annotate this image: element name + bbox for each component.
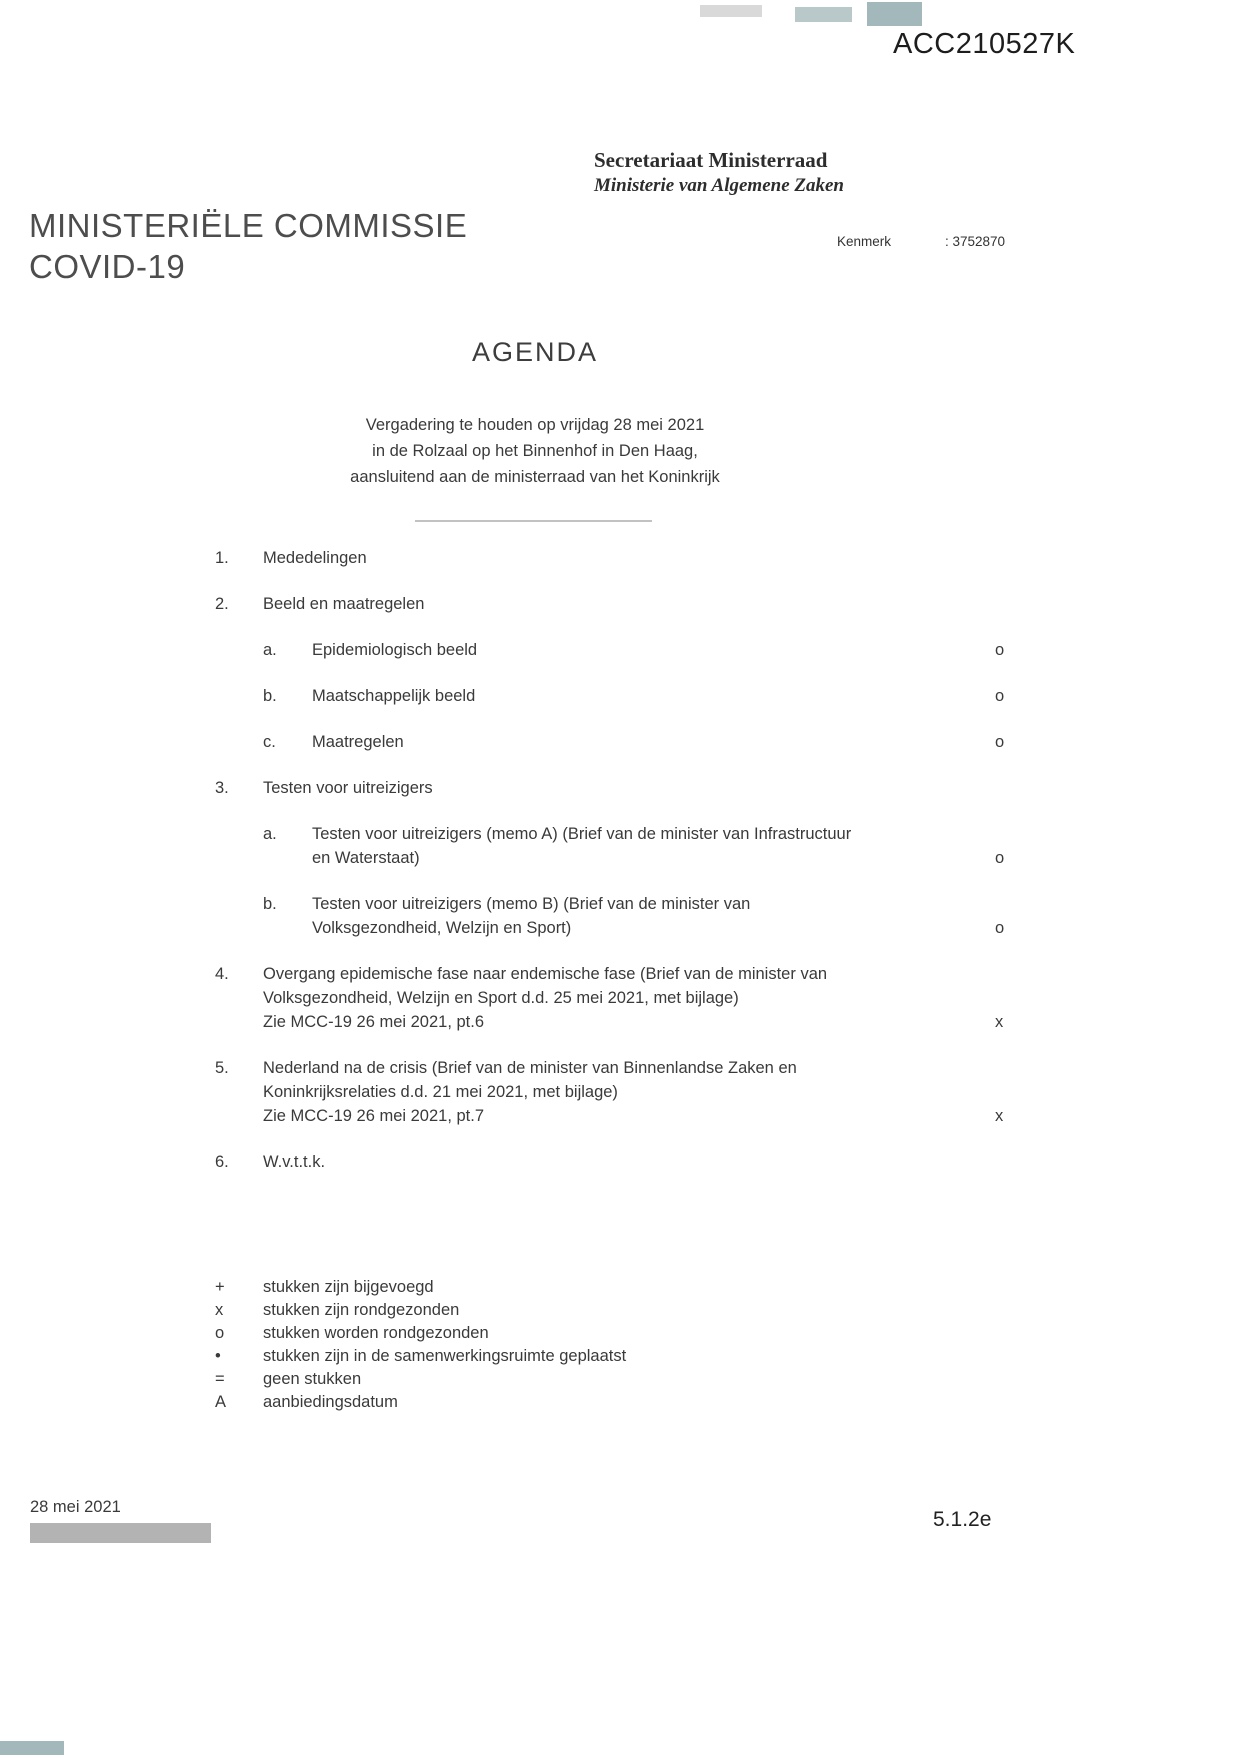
footer-date: 28 mei 2021: [30, 1498, 121, 1516]
agenda-list: [215, 546, 1015, 1196]
legend-text: stukken zijn bijgevoegd: [263, 1278, 434, 1296]
letterhead: [594, 147, 844, 199]
legend-row: [215, 1276, 626, 1299]
item-number: 5.: [215, 1059, 229, 1077]
legend-symbol: •: [215, 1347, 221, 1365]
item-line: Nederland na de crisis (Brief van de minister van Binnenlandse Zaken en: [263, 1059, 797, 1077]
item-letter: a.: [263, 825, 277, 843]
item-line: Testen voor uitreizigers: [263, 779, 433, 797]
item-line: Testen voor uitreizigers (memo A) (Brief van de minister van Infrastructuur: [312, 825, 852, 843]
item-line: Overgang epidemische fase naar endemische fase (Brief van de minister van: [263, 965, 828, 983]
legend-text: stukken worden rondgezonden: [263, 1324, 489, 1342]
legend-text: stukken zijn rondgezonden: [263, 1301, 460, 1319]
legend-row: [215, 1368, 626, 1391]
legend-symbol: o: [215, 1324, 225, 1342]
legend-row: [215, 1322, 626, 1345]
agenda-heading: AGENDA: [471, 337, 599, 367]
legend-symbol: =: [215, 1370, 225, 1388]
kenmerk-label: Kenmerk: [837, 234, 892, 249]
status-marker: o: [995, 641, 1005, 659]
meeting-line: aansluitend aan de ministerraad van het Koninkrijk: [350, 468, 720, 486]
item-line: Mededelingen: [263, 549, 367, 567]
document-title: [29, 205, 467, 287]
item-line: Zie MCC-19 26 mei 2021, pt.7: [263, 1107, 485, 1125]
status-marker: o: [995, 849, 1005, 867]
status-marker: o: [995, 919, 1005, 937]
agenda-item: [215, 1056, 1015, 1128]
status-marker: o: [995, 733, 1005, 751]
item-letter: b.: [263, 895, 277, 913]
divider: [415, 520, 652, 522]
agenda-subitem: [263, 684, 1015, 708]
item-line: Koninkrijksrelaties d.d. 21 mei 2021, met bijlage): [263, 1083, 618, 1101]
agenda-item: [215, 962, 1015, 1034]
item-number: 1.: [215, 549, 229, 567]
item-line: Beeld en maatregelen: [263, 595, 425, 613]
item-line: W.v.t.t.k.: [263, 1153, 326, 1171]
status-marker: x: [995, 1107, 1004, 1125]
document-title-line1: MINISTERIËLE COMMISSIE: [29, 207, 468, 244]
item-line: Zie MCC-19 26 mei 2021, pt.6: [263, 1013, 485, 1031]
item-letter: c.: [263, 733, 276, 751]
item-number: 3.: [215, 779, 229, 797]
legend-symbol: A: [215, 1393, 227, 1411]
legend-symbol: x: [215, 1301, 224, 1319]
agenda-subitem: [263, 638, 1015, 662]
meeting-details: [0, 412, 1070, 490]
legend-row: [215, 1345, 626, 1368]
legend: [215, 1276, 626, 1414]
legend-text: stukken zijn in de samenwerkingsruimte geplaatst: [263, 1347, 627, 1365]
agenda-item: [215, 546, 1015, 570]
item-line: en Waterstaat): [312, 849, 420, 867]
document-code: ACC210527K: [893, 28, 1076, 60]
page-code: 5.1.2e: [933, 1508, 992, 1531]
agenda-item: [215, 776, 1015, 800]
meeting-line: in de Rolzaal op het Binnenhof in Den Haag,: [372, 442, 698, 460]
redaction-box: [867, 2, 922, 26]
legend-text: geen stukken: [263, 1370, 362, 1388]
corner-redaction-box: [0, 1741, 64, 1755]
item-line: Maatschappelijk beeld: [312, 687, 476, 705]
status-marker: x: [995, 1013, 1004, 1031]
agenda-item: [215, 592, 1015, 616]
item-number: 6.: [215, 1153, 229, 1171]
item-letter: a.: [263, 641, 277, 659]
item-letter: b.: [263, 687, 277, 705]
item-number: 2.: [215, 595, 229, 613]
redaction-box: [700, 5, 762, 17]
agenda-subitem: [263, 822, 1015, 870]
redaction-box: [795, 7, 852, 22]
kenmerk-value: : 3752870: [945, 234, 1006, 249]
legend-symbol: +: [215, 1278, 225, 1296]
footer-redaction-bar: [30, 1523, 211, 1543]
status-marker: o: [995, 687, 1005, 705]
item-line: Maatregelen: [312, 733, 404, 751]
item-line: Testen voor uitreizigers (memo B) (Brief van de minister van: [312, 895, 751, 913]
item-line: Epidemiologisch beeld: [312, 641, 478, 659]
ministry-name: Ministerie van Algemene Zaken: [594, 175, 844, 196]
agenda-subitem: [263, 730, 1015, 754]
item-line: Volksgezondheid, Welzijn en Sport d.d. 25 mei 2021, met bijlage): [263, 989, 739, 1007]
agenda-subitem: [263, 892, 1015, 940]
legend-text: aanbiedingsdatum: [263, 1393, 398, 1411]
item-number: 4.: [215, 965, 229, 983]
legend-row: [215, 1391, 626, 1414]
kenmerk-row: [837, 234, 1097, 249]
legend-row: [215, 1299, 626, 1322]
item-line: Volksgezondheid, Welzijn en Sport): [312, 919, 572, 937]
meeting-line: Vergadering te houden op vrijdag 28 mei 2021: [365, 416, 705, 434]
agenda-item: [215, 1150, 1015, 1174]
document-title-line2: COVID-19: [29, 248, 186, 285]
org-name: Secretariaat Ministerraad: [594, 148, 828, 172]
